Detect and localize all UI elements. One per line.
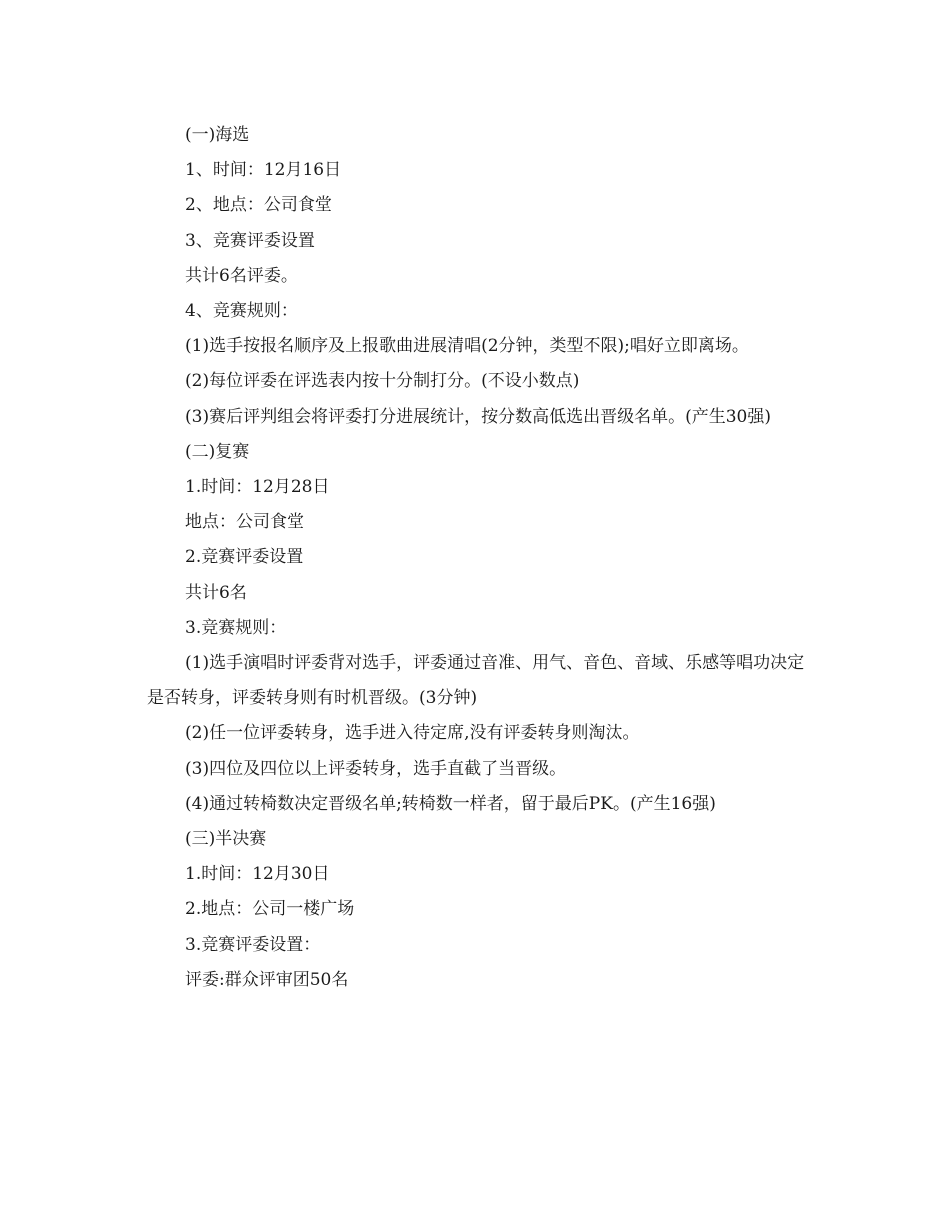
rematch-judges-count: 共计6名 — [185, 582, 247, 603]
audition-rule-1: (1)选手按报名顺序及上报歌曲进展清唱(2分钟，类型不限);唱好立即离场。 — [185, 336, 749, 357]
rematch-time: 1.时间：12月28日 — [185, 477, 330, 498]
section-heading-semifinal: (三)半决赛 — [185, 829, 267, 850]
rematch-rule-1: (1)选手演唱时评委背对选手，评委通过音准、用气、音色、音域、乐感等唱功决定是否转身，评委转身则有时机晋级。(3分钟) — [147, 653, 805, 709]
audition-rules-heading: 4、竞赛规则： — [185, 301, 298, 322]
audition-rule-2: (2)每位评委在评选表内按十分制打分。(不设小数点) — [185, 371, 580, 392]
audition-time: 1、时间：12月16日 — [185, 160, 342, 181]
semifinal-judges-count: 评委:群众评审团50名 — [185, 969, 349, 990]
semifinal-judges-heading: 3.竞赛评委设置： — [185, 934, 321, 955]
semifinal-time: 1.时间：12月30日 — [185, 864, 330, 885]
audition-judges-heading: 3、竞赛评委设置 — [185, 230, 315, 251]
audition-location: 2、地点：公司食堂 — [185, 195, 332, 216]
section-heading-rematch: (二)复赛 — [185, 441, 250, 462]
rematch-judges-heading: 2.竞赛评委设置 — [185, 547, 304, 568]
document-body — [147, 118, 812, 998]
section-heading-audition: (一)海选 — [185, 125, 250, 145]
semifinal-location: 2.地点：公司一楼广场 — [185, 899, 355, 920]
audition-rule-3: (3)赛后评判组会将评委打分进展统计，按分数高低选出晋级名单。(产生30强) — [185, 406, 771, 427]
rematch-rules-heading: 3.竞赛规则： — [185, 617, 287, 638]
rematch-rule-3: (3)四位及四位以上评委转身，选手直截了当晋级。 — [185, 758, 567, 779]
audition-judges-count: 共计6名评委。 — [185, 265, 298, 286]
rematch-location: 地点：公司食堂 — [185, 512, 304, 533]
rematch-rule-2: (2)任一位评委转身，选手进入待定席,没有评委转身则淘汰。 — [185, 723, 640, 744]
rematch-rule-4: (4)通过转椅数决定晋级名单;转椅数一样者，留于最后PK。(产生16强) — [185, 793, 716, 814]
